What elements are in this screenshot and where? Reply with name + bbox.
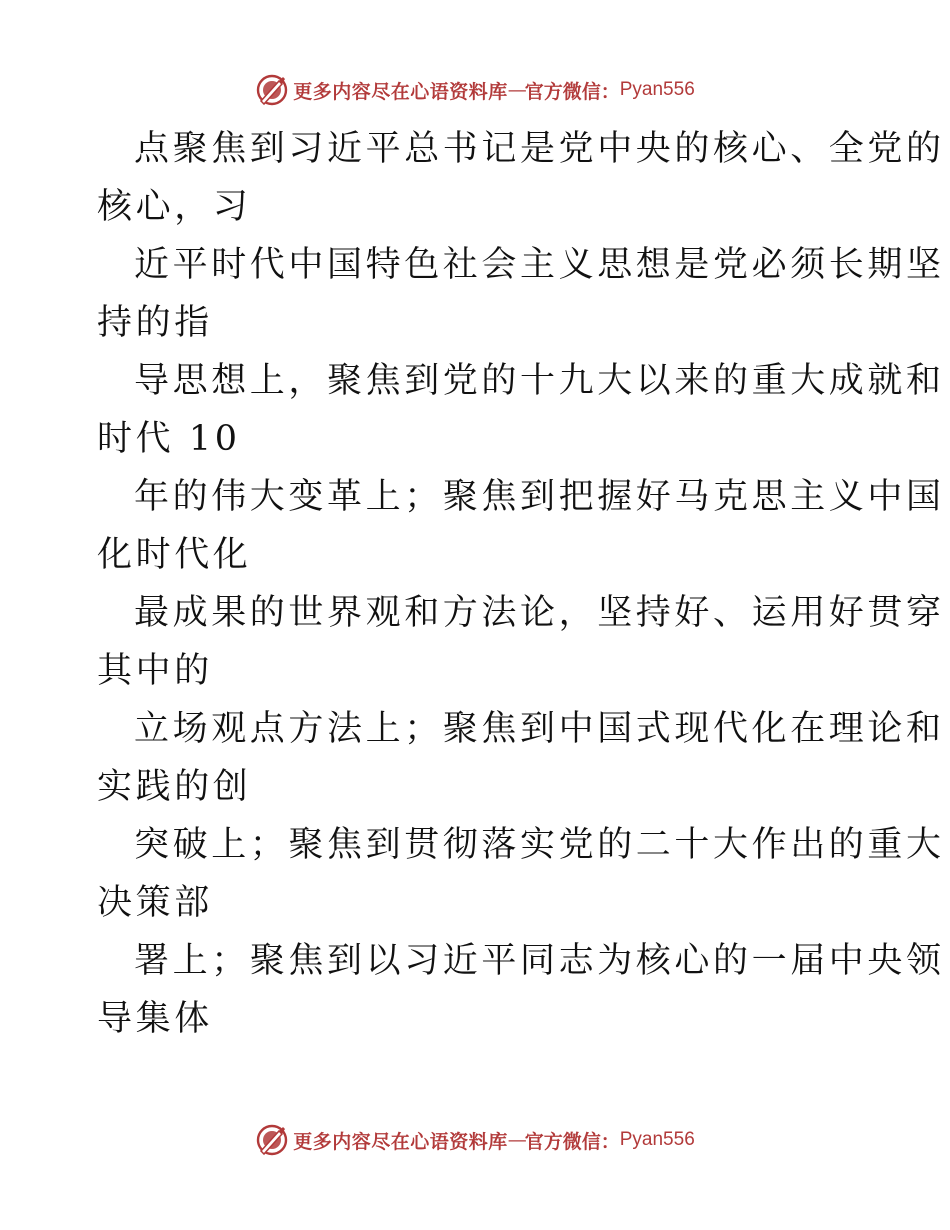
- watermark-dash: —: [507, 79, 525, 101]
- text-line: 立场观点方法上；聚焦到中国式现代化在理论和: [134, 709, 945, 749]
- text-line: 核心，习: [97, 187, 252, 227]
- text-line: 导思想上，聚焦到党的十九大以来的重大成就和: [134, 361, 945, 401]
- paragraph: [97, 352, 945, 468]
- paragraph: [97, 468, 945, 584]
- watermark-brand: 更多内容尽在心语资料库: [293, 80, 508, 103]
- text-line: 化时代化: [97, 535, 252, 575]
- paragraph: [97, 236, 945, 352]
- text-line: 导集体: [97, 999, 213, 1039]
- document-body: [97, 120, 945, 1048]
- header-watermark: [0, 70, 950, 110]
- text-line: 年的伟大变革上；聚焦到把握好马克思主义中国: [134, 477, 945, 517]
- watermark-wechat-id: Pyan556: [619, 1129, 695, 1150]
- text-line: 时代 10: [97, 419, 241, 459]
- text-line: 实践的创: [97, 767, 252, 807]
- text-line: 决策部: [97, 883, 213, 923]
- watermark-brand: 更多内容尽在心语资料库: [293, 1130, 508, 1153]
- text-line: 突破上；聚焦到贯彻落实党的二十大作出的重大: [134, 825, 945, 865]
- watermark-wechat-label: 官方微信：: [524, 80, 620, 103]
- pen-logo-icon: [255, 1123, 289, 1157]
- watermark-dash: —: [507, 1129, 525, 1151]
- pen-logo-icon: [255, 73, 289, 107]
- paragraph: [97, 932, 945, 1048]
- paragraph: [97, 816, 945, 932]
- watermark-wechat-id: Pyan556: [619, 79, 695, 100]
- text-line: 最成果的世界观和方法论，坚持好、运用好贯穿: [134, 593, 945, 633]
- paragraph: [97, 700, 945, 816]
- text-line: 其中的: [97, 651, 213, 691]
- paragraph: [97, 584, 945, 700]
- footer-watermark: [0, 1120, 950, 1160]
- text-line: 署上；聚焦到以习近平同志为核心的一届中央领: [134, 941, 945, 981]
- paragraph: [97, 120, 945, 236]
- text-line: 点聚焦到习近平总书记是党中央的核心、全党的: [134, 129, 945, 169]
- text-line: 近平时代中国特色社会主义思想是党必须长期坚: [134, 245, 945, 285]
- text-line: 持的指: [97, 303, 213, 343]
- watermark-wechat-label: 官方微信：: [524, 1130, 620, 1153]
